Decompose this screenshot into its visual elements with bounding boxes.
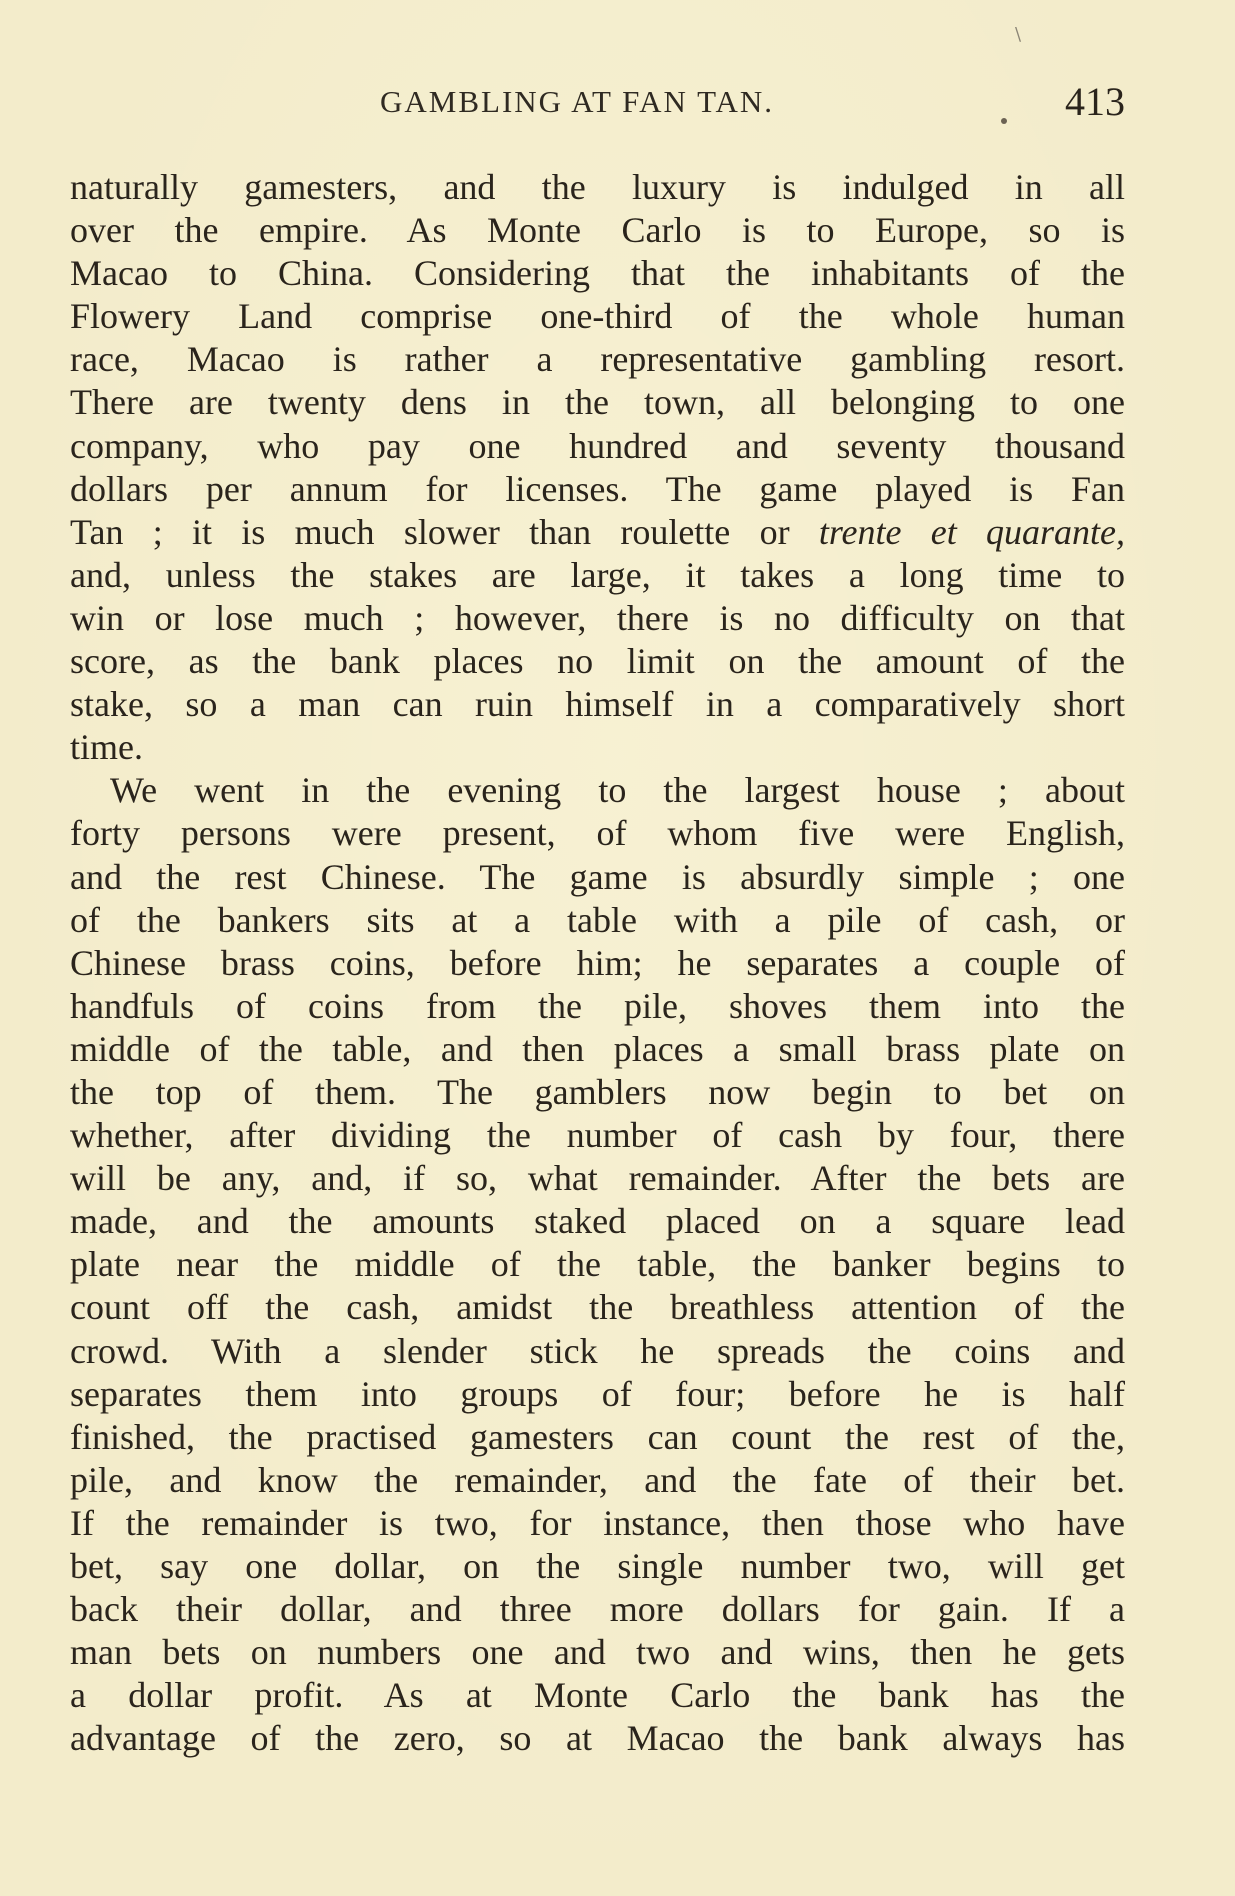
text-line-paragraph-start: We went in the evening to the largest house ; about <box>110 770 1125 811</box>
text-line: stake, so a man can ruin himself in a comparatively short <box>70 684 1125 725</box>
text-line: win or lose much ; however, there is no difficulty on that <box>70 597 1125 638</box>
text-line-with-italic <box>70 511 1125 554</box>
text-line-start: Tan ; it is much slower than roulette or <box>70 511 819 552</box>
running-header <box>70 78 1125 128</box>
text-line: handfuls of coins from the pile, shoves them into the <box>70 985 1125 1026</box>
corner-mark: \ <box>1015 24 1022 45</box>
text-line: count off the cash, amidst the breathless attention of the <box>70 1287 1125 1328</box>
text-line: Chinese brass coins, before him; he separates a couple of <box>70 942 1125 983</box>
running-title: GAMBLING AT FAN TAN. <box>380 84 775 119</box>
text-line: score, as the bank places no limit on the amount of the <box>70 641 1125 682</box>
text-line: will be any, and, if so, what remainder. After the bets are <box>70 1158 1125 1199</box>
italic-phrase: trente et quarante, <box>818 511 1126 552</box>
text-line: made, and the amounts staked placed on a square lead <box>70 1201 1125 1242</box>
text-line: and, unless the stakes are large, it takes a long time to <box>70 554 1125 595</box>
text-line: Macao to China. Considering that the inhabitants of the <box>70 253 1125 294</box>
text-line: pile, and know the remainder, and the fate of their bet. <box>70 1459 1125 1500</box>
text-line: over the empire. As Monte Carlo is to Europe, so is <box>70 210 1125 251</box>
text-line: race, Macao is rather a representative gambling resort. <box>70 339 1125 380</box>
text-line: bet, say one dollar, on the single number two, will get <box>70 1546 1125 1586</box>
text-line: company, who pay one hundred and seventy thousand <box>70 425 1125 466</box>
text-line: and the rest Chinese. The game is absurdly simple ; one <box>70 856 1125 897</box>
body-text <box>70 166 1125 1760</box>
text-line: plate near the middle of the table, the banker begins to <box>70 1244 1125 1285</box>
text-line: finished, the practised gamesters can count the rest of the, <box>70 1416 1125 1457</box>
text-line: whether, after dividing the number of cash by four, there <box>70 1115 1125 1156</box>
text-line: middle of the table, and then places a small brass plate on <box>70 1028 1125 1069</box>
page-number: 413 <box>1065 79 1125 124</box>
text-line: a dollar profit. As at Monte Carlo the bank has the <box>70 1675 1125 1716</box>
text-line: time. <box>70 727 143 768</box>
text-line: There are twenty dens in the town, all belonging to one <box>70 382 1125 423</box>
text-line: advantage of the zero, so at Macao the bank always has <box>70 1718 1125 1759</box>
text-line: forty persons were present, of whom five were English, <box>70 813 1125 854</box>
text-line: crowd. With a slender stick he spreads the coins and <box>70 1330 1125 1371</box>
text-line: back their dollar, and three more dollars for gain. If a <box>70 1589 1125 1630</box>
text-line: dollars per annum for licenses. The game played is Fan <box>70 468 1125 509</box>
text-line: If the remainder is two, for instance, then those who have <box>70 1502 1125 1543</box>
text-line: Flowery Land comprise one-third of the whole human <box>70 296 1125 337</box>
text-line: of the bankers sits at a table with a pile of cash, or <box>70 899 1125 940</box>
text-line: man bets on numbers one and two and wins, then he gets <box>70 1632 1125 1673</box>
text-line: the top of them. The gamblers now begin to bet on <box>70 1071 1125 1112</box>
text-line: separates them into groups of four; before he is half <box>70 1373 1125 1414</box>
text-line: naturally gamesters, and the luxury is indulged in all <box>70 167 1125 207</box>
